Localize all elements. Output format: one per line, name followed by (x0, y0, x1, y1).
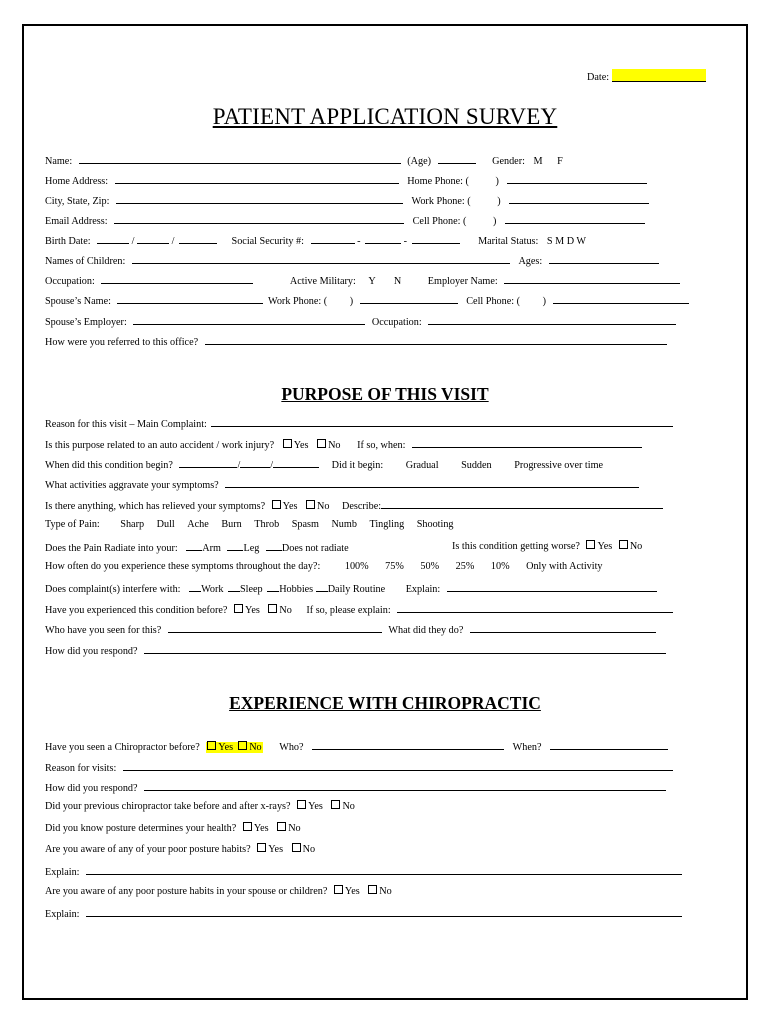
checkbox-icon (334, 885, 343, 894)
poor-habits-yes[interactable]: Yes (257, 844, 283, 855)
checkbox-icon (257, 843, 266, 852)
relieved-describe-field[interactable] (381, 498, 663, 509)
pain-type-tingling[interactable]: Tingling (369, 519, 405, 530)
checkbox-icon (268, 604, 277, 613)
checkbox-icon (292, 843, 301, 852)
before-explain-field[interactable] (397, 602, 673, 613)
radiate-none[interactable]: Does not radiate (266, 543, 349, 554)
xrays-yes[interactable]: Yes (297, 801, 323, 812)
checkbox-icon (207, 741, 216, 750)
date-label: Date: (587, 72, 610, 83)
home-address-row: Home Address: Home Phone: ( ) (45, 173, 647, 188)
checkbox-icon (243, 822, 252, 831)
chiro-respond-field[interactable] (144, 780, 666, 791)
what-did-field[interactable] (470, 622, 656, 633)
chiro-explain-row: Explain: (45, 864, 682, 879)
spouse-habits-row: Are you aware of any poor posture habits in your spouse or children? Yes No (45, 886, 392, 897)
birth-month-field[interactable] (97, 233, 129, 244)
freq-25[interactable]: 25% (455, 561, 475, 572)
chiro-reason-field[interactable] (123, 760, 673, 771)
began-row: When did this condition begin? / / Did it begin: Gradual Sudden Progressive over time (45, 457, 603, 472)
occupation-field[interactable] (101, 273, 253, 284)
radiate-leg[interactable]: Leg (227, 543, 259, 554)
home-address-field[interactable] (115, 173, 399, 184)
city-row: City, State, Zip: Work Phone: ( ) (45, 193, 649, 208)
checkbox-icon (331, 800, 340, 809)
auto-when-field[interactable] (412, 437, 642, 448)
relieved-no[interactable]: No (306, 501, 329, 512)
purpose-heading: PURPOSE OF THIS VISIT (281, 384, 489, 404)
auto-row: Is this purpose related to an auto accident / work injury? Yes No If so, when: (45, 437, 642, 452)
date-field[interactable] (612, 69, 706, 82)
aggravate-field[interactable] (225, 477, 639, 488)
interfere-explain-field[interactable] (447, 581, 657, 592)
relieved-row: Is there anything, which has relieved your symptoms? Yes No Describe: (45, 498, 663, 513)
gender-f[interactable]: F (557, 156, 563, 167)
poor-habits-row: Are you aware of any of your poor posture habits? Yes No (45, 844, 316, 855)
onset-progressive[interactable]: Progressive over time (514, 460, 604, 471)
pain-type-throb[interactable]: Throb (254, 519, 280, 530)
freq-100[interactable]: 100% (344, 561, 369, 572)
checkbox-icon (317, 439, 326, 448)
chiro-no[interactable]: No (249, 742, 262, 753)
chiro-respond-row: How did you respond? (45, 780, 666, 795)
spouse-explain-row: Explain: (45, 906, 682, 921)
email-field[interactable] (114, 213, 404, 224)
checkbox-icon (297, 800, 306, 809)
radiate-arm[interactable]: Arm (186, 543, 221, 554)
checkbox-icon (234, 604, 243, 613)
interfere-hobbies[interactable]: Hobbies (267, 584, 313, 595)
spouse-name-field[interactable] (117, 293, 263, 304)
pain-type-dull[interactable]: Dull (156, 519, 175, 530)
age-field[interactable] (438, 153, 476, 164)
birth-date-row: Birth Date: / / Social Security #: - - Marital Status: S M D W (45, 233, 586, 248)
began-month-field[interactable] (179, 457, 237, 468)
interfere-row: Does complaint(s) interfere with: Work Sleep Hobbies Daily Routine Explain: (45, 581, 657, 596)
military-yes[interactable]: Y (368, 276, 376, 287)
worse-yes[interactable]: Yes (586, 541, 612, 552)
referred-field[interactable] (205, 334, 667, 345)
interfere-sleep[interactable]: Sleep (228, 584, 263, 595)
chiro-explain-field[interactable] (86, 864, 682, 875)
pain-type-burn[interactable]: Burn (221, 519, 242, 530)
poor-habits-no[interactable]: No (292, 844, 315, 855)
children-row: Names of Children: Ages: (45, 253, 659, 268)
occupation-row: Occupation: Active Military: Y N Employer Name: (45, 273, 680, 288)
spouse-employer-row: Spouse’s Employer: Occupation: (45, 314, 676, 329)
xrays-no[interactable]: No (331, 801, 354, 812)
children-field[interactable] (132, 253, 510, 264)
checkbox-icon (619, 540, 628, 549)
chiro-yes[interactable]: Yes No (206, 742, 262, 753)
page-title: PATIENT APPLICATION SURVEY (212, 104, 558, 129)
pain-type-shooting[interactable]: Shooting (416, 519, 454, 530)
spouse-habits-yes[interactable]: Yes (334, 886, 360, 897)
onset-sudden[interactable]: Sudden (461, 460, 492, 471)
pain-type-spasm[interactable]: Spasm (291, 519, 319, 530)
freq-75[interactable]: 75% (385, 561, 404, 572)
referred-row: How were you referred to this office? (45, 334, 667, 349)
aggravate-row: What activities aggravate your symptoms? (45, 477, 639, 492)
freq-50[interactable]: 50% (420, 561, 440, 572)
before-yes[interactable]: Yes (234, 605, 260, 616)
respond-field[interactable] (144, 643, 666, 654)
spouse-cell-phone-field[interactable] (553, 293, 689, 304)
cell-phone-field[interactable] (505, 213, 645, 224)
chiro-seen-row: Have you seen a Chiropractor before? Yes No Who? When? (45, 739, 668, 754)
military-no[interactable]: N (393, 276, 402, 287)
posture-health-yes[interactable]: Yes (243, 823, 269, 834)
name-row: Name: (Age) Gender: M F (45, 153, 563, 168)
seen-field[interactable] (168, 622, 382, 633)
ssn-part3-field[interactable] (412, 233, 460, 244)
interfere-work[interactable]: Work (189, 584, 223, 595)
date-row (587, 69, 706, 84)
spouse-name-row: Spouse’s Name: Work Phone: ( ) Cell Phone: ( ) (45, 293, 689, 308)
spouse-occupation-field[interactable] (428, 314, 676, 325)
pain-type-row: Type of Pain: Sharp Dull Ache Burn Throb Spasm Numb Tingling Shooting (45, 519, 454, 530)
employer-field[interactable] (504, 273, 680, 284)
respond-row: How did you respond? (45, 643, 666, 658)
spouse-work-phone-field[interactable] (360, 293, 458, 304)
checkbox-icon (306, 500, 315, 509)
spouse-employer-field[interactable] (133, 314, 365, 325)
email-row: Email Address: Cell Phone: ( ) (45, 213, 645, 228)
checkbox-icon (277, 822, 286, 831)
worse-no[interactable]: No (619, 541, 642, 552)
posture-health-no[interactable]: No (277, 823, 300, 834)
interfere-routine[interactable]: Daily Routine (316, 584, 385, 595)
checkbox-icon (283, 439, 292, 448)
chiro-when-field[interactable] (550, 739, 668, 750)
checkbox-icon (586, 540, 595, 549)
checkbox-icon (368, 885, 377, 894)
birth-year-field[interactable] (179, 233, 217, 244)
auto-no[interactable]: No (317, 440, 340, 451)
checkbox-icon (238, 741, 247, 750)
chiro-heading: EXPERIENCE WITH CHIROPRACTIC (229, 693, 541, 713)
pain-type-numb[interactable]: Numb (331, 519, 357, 530)
reason-field[interactable] (211, 416, 673, 427)
freq-10[interactable]: 10% (490, 561, 510, 572)
gender-m[interactable]: M (533, 156, 543, 167)
auto-yes[interactable]: Yes (283, 440, 309, 451)
pain-type-ache[interactable]: Ache (187, 519, 209, 530)
work-phone-field[interactable] (509, 193, 649, 204)
name-field[interactable] (79, 153, 401, 164)
pain-type-sharp[interactable]: Sharp (120, 519, 145, 530)
home-phone-field[interactable] (507, 173, 647, 184)
before-row: Have you experienced this condition before? Yes No If so, please explain: (45, 602, 673, 617)
checkbox-icon (272, 500, 281, 509)
frequency-row: How often do you experience these symptoms throughout the day?: 100% 75% 50% 25% 10% Only with Activity (45, 561, 603, 572)
ages-field[interactable] (549, 253, 659, 264)
birth-day-field[interactable] (137, 233, 169, 244)
ssn-part1-field[interactable] (311, 233, 355, 244)
ssn-part2-field[interactable] (365, 233, 401, 244)
onset-gradual[interactable]: Gradual (405, 460, 439, 471)
posture-health-row: Did you know posture determines your health? Yes No (45, 823, 301, 834)
before-no[interactable]: No (268, 605, 291, 616)
chiro-reason-row: Reason for visits: (45, 760, 673, 775)
worse-row: Is this condition getting worse? Yes No (452, 541, 643, 552)
began-day-field[interactable] (240, 457, 270, 468)
radiate-row: Does the Pain Radiate into your: Arm Leg Does not radiate (45, 540, 349, 555)
seen-row: Who have you seen for this? What did they do? (45, 622, 656, 637)
began-year-field[interactable] (273, 457, 319, 468)
xrays-row: Did your previous chiropractor take before and after x-rays? Yes No (45, 801, 355, 812)
relieved-yes[interactable]: Yes (272, 501, 298, 512)
spouse-explain-field[interactable] (86, 906, 682, 917)
freq-activity[interactable]: Only with Activity (526, 561, 603, 572)
marital-options[interactable]: S M D W (546, 236, 587, 247)
city-field[interactable] (116, 193, 403, 204)
chiro-who-field[interactable] (312, 739, 504, 750)
spouse-habits-no[interactable]: No (368, 886, 391, 897)
reason-row: Reason for this visit – Main Complaint: (45, 416, 673, 431)
